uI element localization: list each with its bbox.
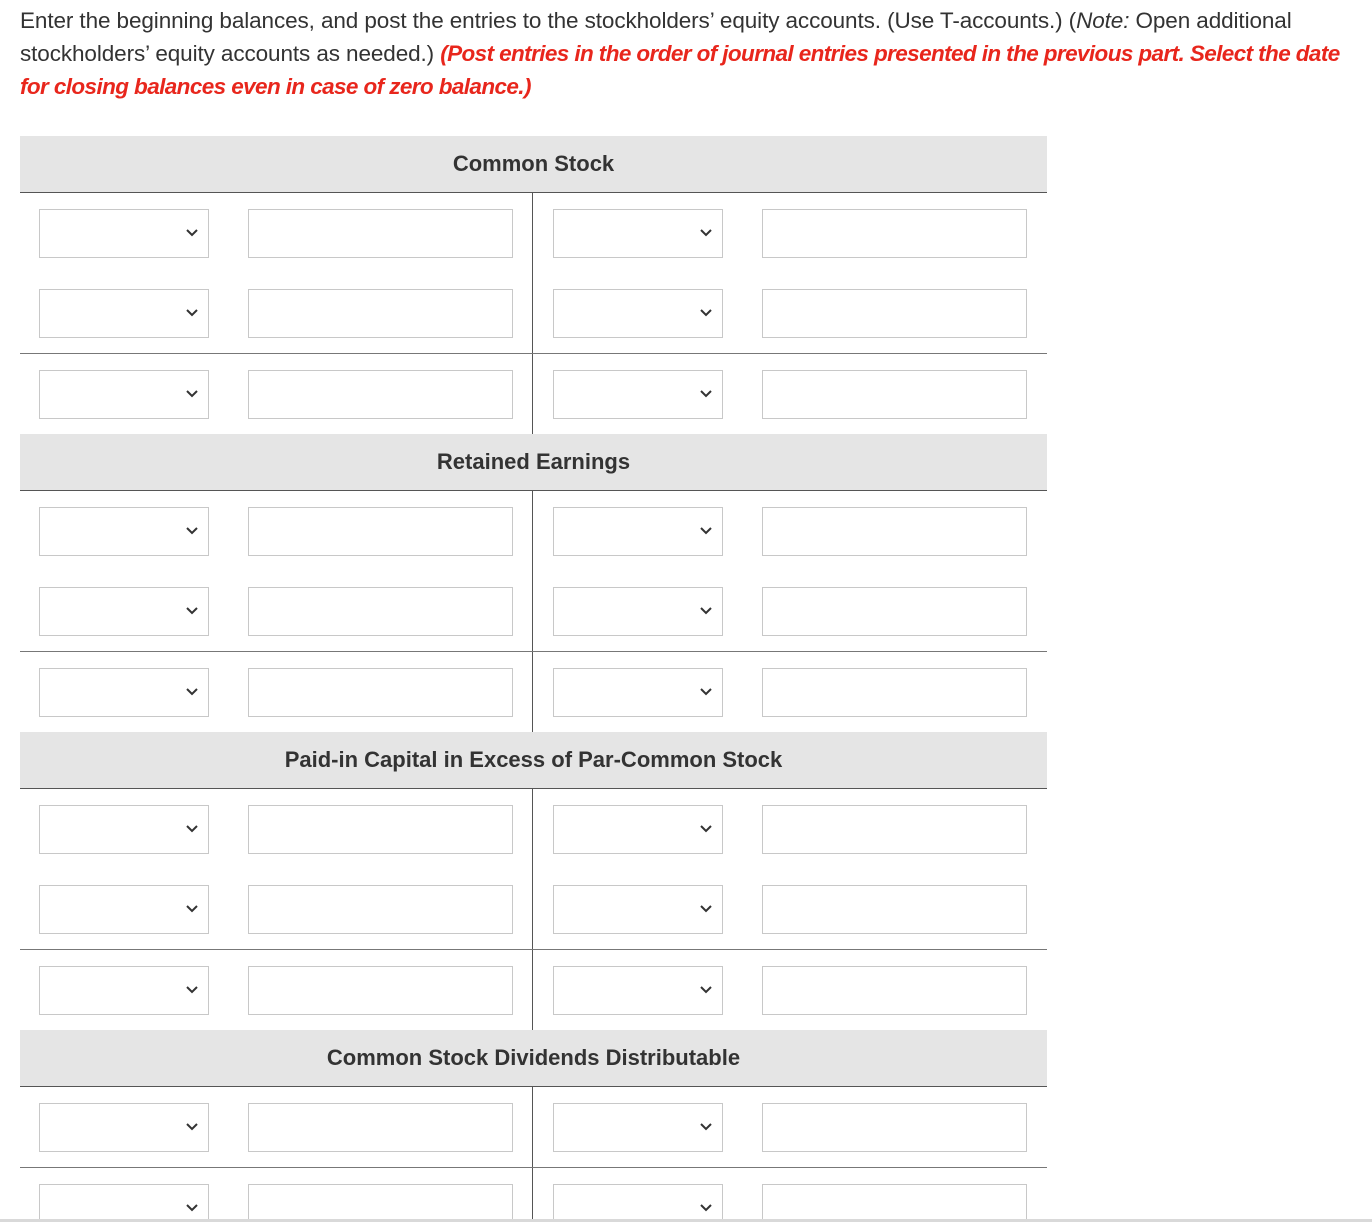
credit-balance-date-select[interactable]	[553, 966, 723, 1015]
debit-balance-date-select[interactable]	[39, 370, 209, 419]
entry-row	[20, 273, 1047, 353]
chevron-down-icon	[698, 1200, 714, 1216]
credit-date-select[interactable]	[553, 805, 723, 854]
credit-amount-input[interactable]	[762, 885, 1027, 934]
balance-row	[20, 651, 1047, 732]
credit-amount-input[interactable]	[762, 805, 1027, 854]
instructions	[20, 4, 1360, 103]
chevron-down-icon	[698, 982, 714, 998]
debit-date-select[interactable]	[39, 1103, 209, 1152]
chevron-down-icon	[184, 225, 200, 241]
debit-date-select[interactable]	[39, 209, 209, 258]
account-title: Common Stock	[20, 136, 1047, 193]
t-accounts-container	[20, 136, 1047, 1219]
debit-date-select[interactable]	[39, 885, 209, 934]
credit-date-select[interactable]	[553, 209, 723, 258]
debit-date-select[interactable]	[39, 1184, 209, 1220]
credit-date-select[interactable]	[553, 1184, 723, 1220]
debit-side	[20, 289, 533, 338]
debit-side	[20, 966, 533, 1015]
chevron-down-icon	[698, 901, 714, 917]
t-account-paid-in-capital	[20, 732, 1047, 1030]
credit-balance-input[interactable]	[762, 966, 1027, 1015]
entry-row	[20, 193, 1047, 273]
debit-amount-input[interactable]	[248, 587, 513, 636]
credit-date-select[interactable]	[553, 507, 723, 556]
chevron-down-icon	[698, 684, 714, 700]
chevron-down-icon	[184, 1119, 200, 1135]
chevron-down-icon	[184, 523, 200, 539]
debit-side	[20, 209, 533, 258]
debit-date-select[interactable]	[39, 289, 209, 338]
debit-amount-input[interactable]	[248, 507, 513, 556]
credit-balance-date-select[interactable]	[553, 370, 723, 419]
note-label: Note:	[1076, 8, 1130, 33]
entry-row	[20, 1087, 1047, 1167]
note-text: Open additional stockholders’ equity accounts as needed.)	[20, 8, 1292, 66]
debit-date-select[interactable]	[39, 587, 209, 636]
credit-date-select[interactable]	[553, 1103, 723, 1152]
debit-amount-input[interactable]	[248, 885, 513, 934]
debit-amount-input[interactable]	[248, 805, 513, 854]
red-instruction-text: (Post entries in the order of journal entries presented in the previous part. Select the date for closing balances even in case of zero balance.)	[20, 41, 1340, 99]
entry-row	[20, 869, 1047, 949]
credit-side	[533, 1103, 1046, 1152]
chevron-down-icon	[698, 225, 714, 241]
debit-balance-date-select[interactable]	[39, 668, 209, 717]
credit-balance-input[interactable]	[762, 370, 1027, 419]
debit-side	[20, 885, 533, 934]
instructions-main-text: Enter the beginning balances, and post the entries to the stockholders’ equity accounts. (Use T-accounts.) (	[20, 8, 1077, 33]
debit-amount-input[interactable]	[248, 209, 513, 258]
debit-side	[20, 507, 533, 556]
credit-side	[533, 289, 1046, 338]
debit-amount-input[interactable]	[248, 1103, 513, 1152]
chevron-down-icon	[698, 603, 714, 619]
t-account-body	[20, 789, 1047, 1030]
entry-row	[20, 491, 1047, 571]
credit-date-select[interactable]	[553, 289, 723, 338]
credit-side	[533, 885, 1046, 934]
balance-row	[20, 353, 1047, 434]
credit-side	[533, 587, 1046, 636]
chevron-down-icon	[184, 821, 200, 837]
debit-balance-date-select[interactable]	[39, 966, 209, 1015]
debit-balance-input[interactable]	[248, 668, 513, 717]
debit-amount-input[interactable]	[248, 1184, 513, 1220]
debit-side	[20, 805, 533, 854]
chevron-down-icon	[698, 305, 714, 321]
t-account-body	[20, 193, 1047, 434]
account-title: Paid-in Capital in Excess of Par-Common Stock	[20, 732, 1047, 789]
debit-side	[20, 587, 533, 636]
chevron-down-icon	[698, 821, 714, 837]
t-account-body	[20, 1087, 1047, 1219]
debit-side	[20, 370, 533, 419]
chevron-down-icon	[184, 684, 200, 700]
t-account-body	[20, 491, 1047, 732]
credit-amount-input[interactable]	[762, 587, 1027, 636]
credit-side	[533, 1184, 1046, 1220]
credit-balance-input[interactable]	[762, 668, 1027, 717]
credit-side	[533, 209, 1046, 258]
debit-date-select[interactable]	[39, 507, 209, 556]
credit-balance-date-select[interactable]	[553, 668, 723, 717]
debit-side	[20, 1184, 533, 1220]
account-title: Common Stock Dividends Distributable	[20, 1030, 1047, 1087]
debit-date-select[interactable]	[39, 805, 209, 854]
credit-side	[533, 966, 1046, 1015]
chevron-down-icon	[184, 982, 200, 998]
debit-side	[20, 1103, 533, 1152]
credit-side	[533, 805, 1046, 854]
credit-side	[533, 507, 1046, 556]
chevron-down-icon	[184, 305, 200, 321]
credit-side	[533, 370, 1046, 419]
t-account-dividends-distributable	[20, 1030, 1047, 1219]
debit-side	[20, 668, 533, 717]
chevron-down-icon	[698, 1119, 714, 1135]
credit-amount-input[interactable]	[762, 1184, 1027, 1220]
entry-row	[20, 1167, 1047, 1219]
credit-amount-input[interactable]	[762, 1103, 1027, 1152]
entry-row	[20, 571, 1047, 651]
credit-side	[533, 668, 1046, 717]
chevron-down-icon	[698, 523, 714, 539]
credit-amount-input[interactable]	[762, 507, 1027, 556]
account-title: Retained Earnings	[20, 434, 1047, 491]
credit-amount-input[interactable]	[762, 209, 1027, 258]
debit-amount-input[interactable]	[248, 289, 513, 338]
credit-date-select[interactable]	[553, 587, 723, 636]
chevron-down-icon	[184, 386, 200, 402]
t-account-common-stock	[20, 136, 1047, 434]
balance-row	[20, 949, 1047, 1030]
chevron-down-icon	[184, 603, 200, 619]
t-account-retained-earnings	[20, 434, 1047, 732]
chevron-down-icon	[184, 901, 200, 917]
debit-balance-input[interactable]	[248, 370, 513, 419]
chevron-down-icon	[184, 1200, 200, 1216]
credit-amount-input[interactable]	[762, 289, 1027, 338]
debit-balance-input[interactable]	[248, 966, 513, 1015]
chevron-down-icon	[698, 386, 714, 402]
credit-date-select[interactable]	[553, 885, 723, 934]
entry-row	[20, 789, 1047, 869]
